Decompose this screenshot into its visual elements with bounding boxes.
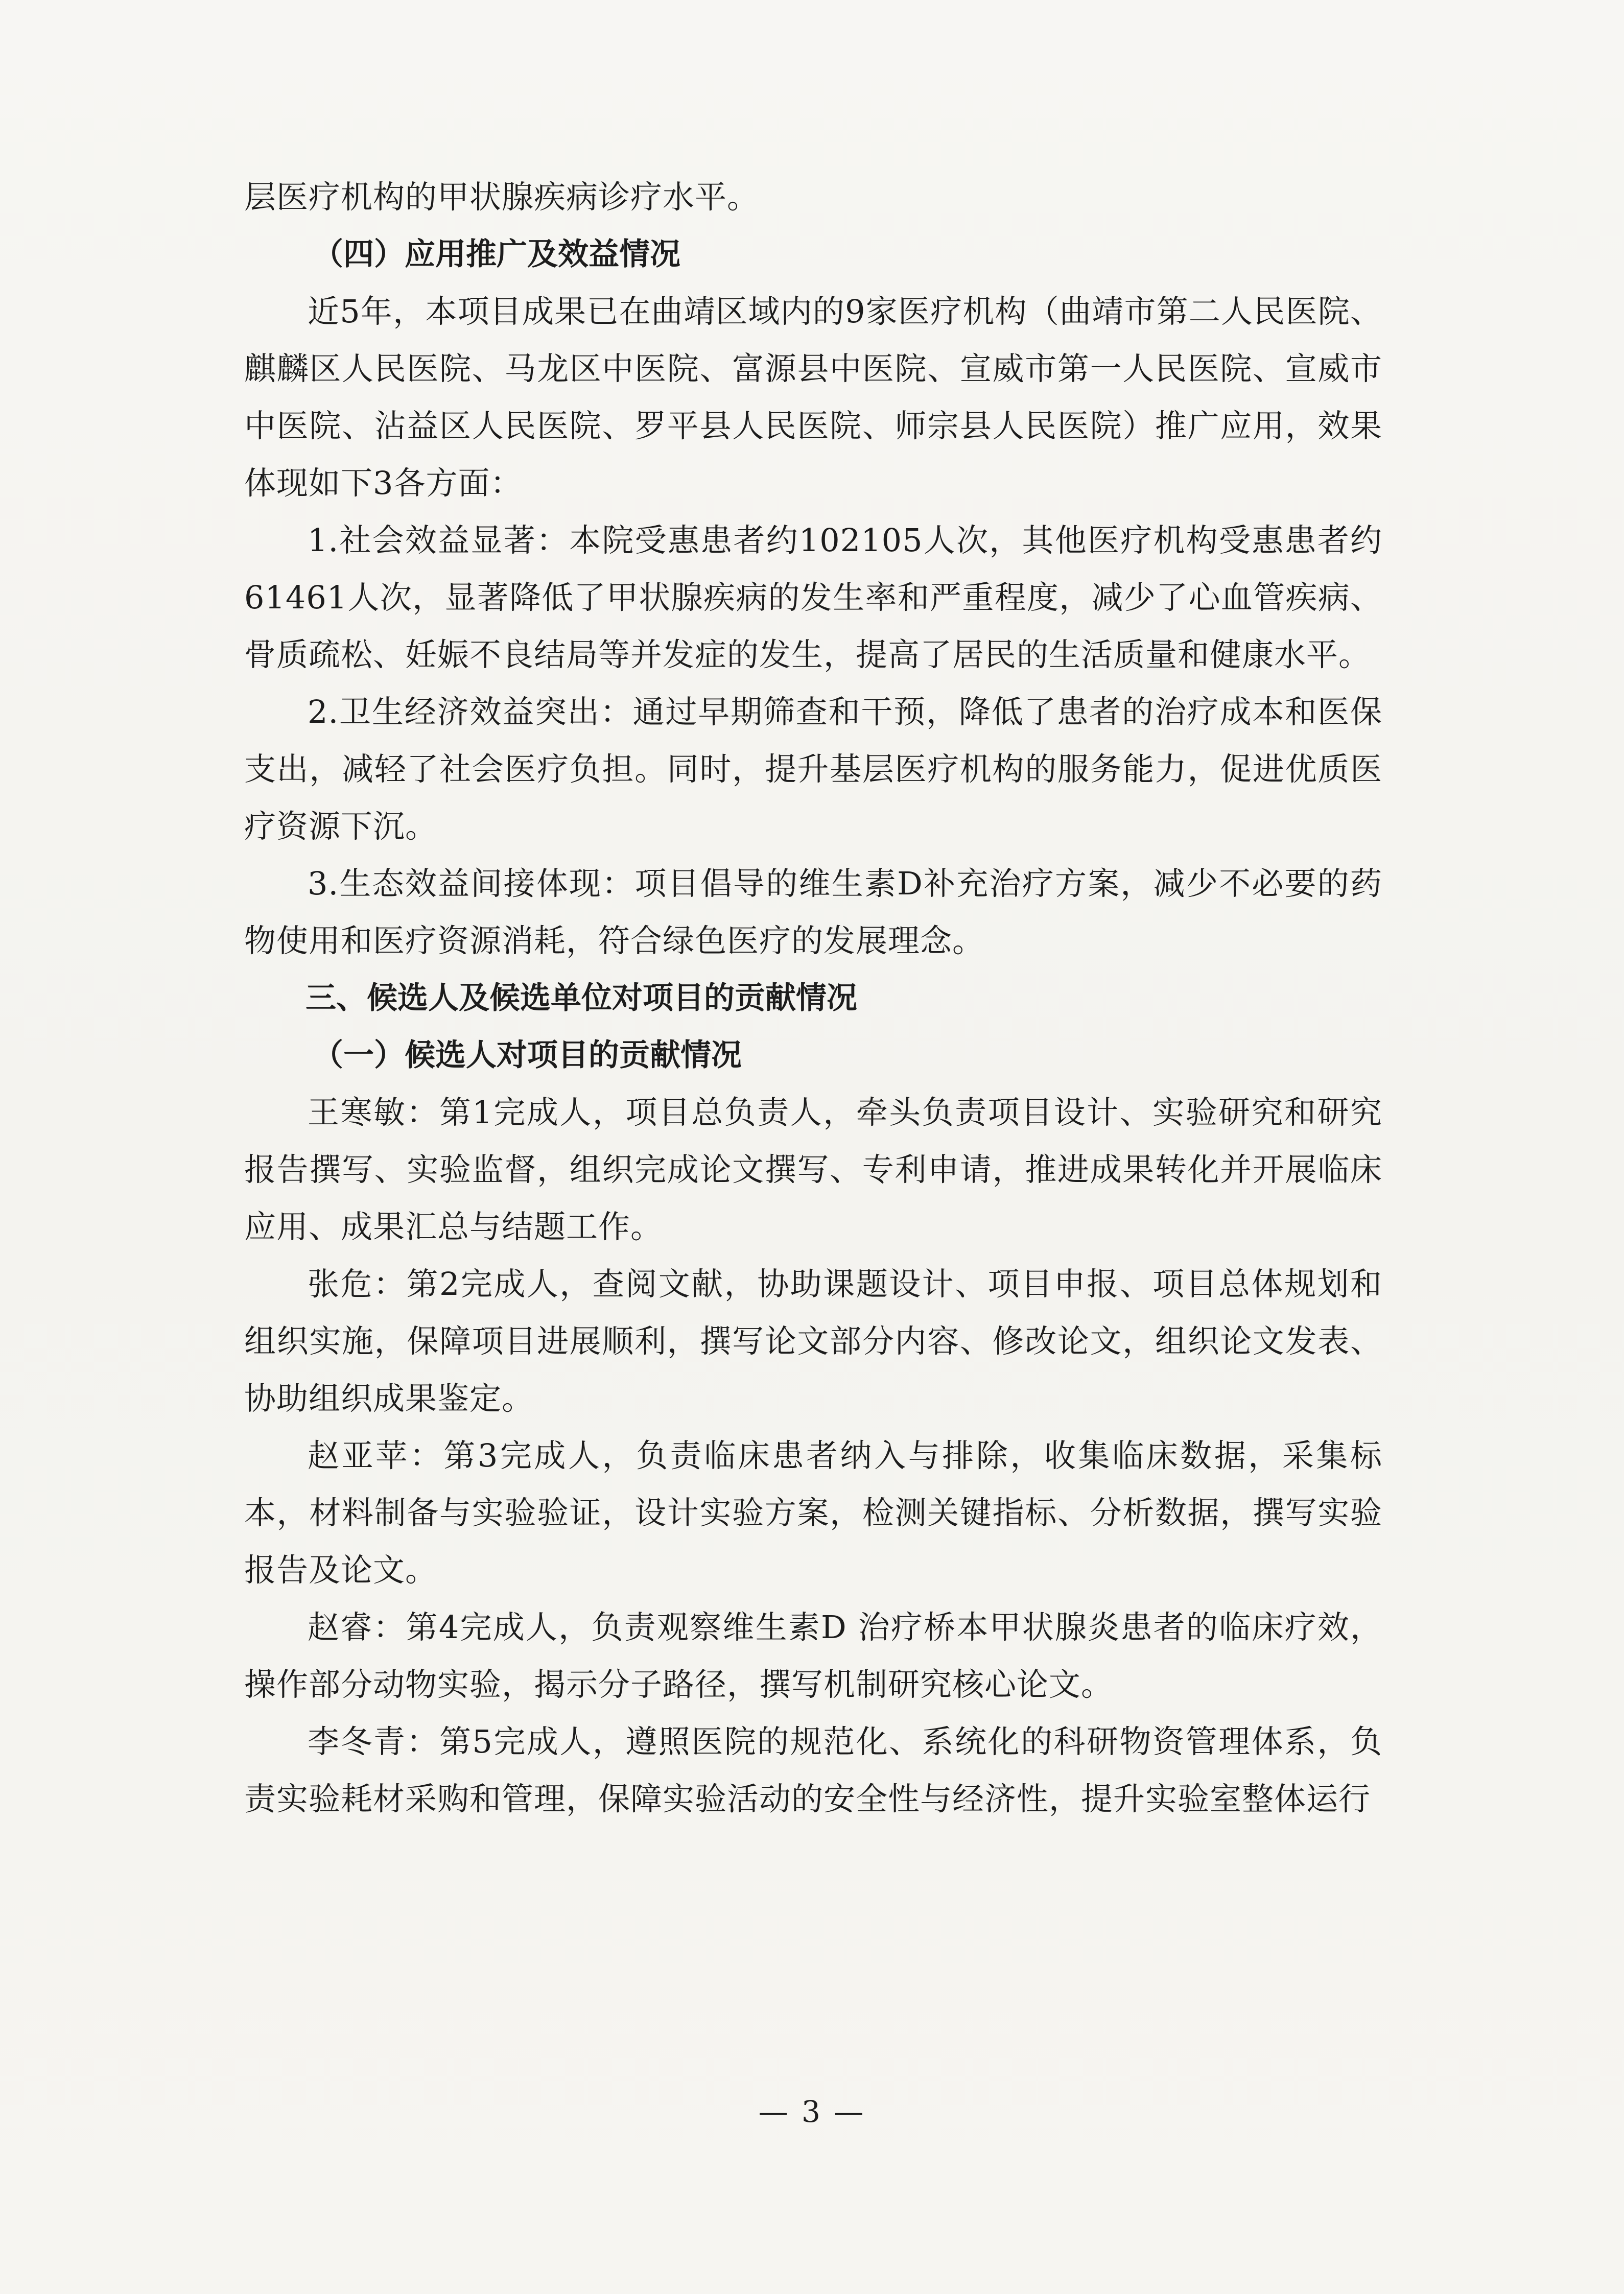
- heading-section-three: 三、候选人及候选单位对项目的贡献情况: [305, 980, 857, 1016]
- paragraph-contributor-1: 王寒敏：第1完成人，项目总负责人，牵头负责项目设计、实验研究和研究报告撰写、实验监督，组织完成论文撰写、专利申请，推进成果转化并开展临床应用、成果汇总与结题工作。: [244, 1094, 1382, 1245]
- paragraph-contributor-5: 李冬青：第5完成人，遵照医院的规范化、系统化的科研物资管理体系，负责实验耗材采购和管理，保障实验活动的安全性与经济性，提升实验室整体运行: [244, 1723, 1382, 1817]
- document-body: [244, 169, 1382, 1828]
- page-number: — 3 —: [758, 2094, 866, 2129]
- paragraph-contributor-2: 张危：第2完成人，查阅文献，协助课题设计、项目申报、项目总体规划和组织实施，保障项目进展顺利，撰写论文部分内容、修改论文，组织论文发表、协助组织成果鉴定。: [244, 1265, 1382, 1417]
- paragraph-contributor-4: 赵睿：第4完成人，负责观察维生素D 治疗桥本甲状腺炎患者的临床疗效，操作部分动物实验，揭示分子路径，撰写机制研究核心论文。: [244, 1609, 1382, 1703]
- paragraph-continuation: 层医疗机构的甲状腺疾病诊疗水平。: [244, 178, 760, 216]
- heading-application-promotion: （四）应用推广及效益情况: [313, 237, 680, 272]
- paragraph-social-benefit: 1.社会效益显著：本院受惠患者约102105人次，其他医疗机构受惠患者约61461人次，显著降低了甲状腺疾病的发生率和严重程度，减少了心血管疾病、骨质疏松、妊娠不良结局等并发症的发生，提高了居民的生活质量和健康水平。: [244, 522, 1382, 673]
- paragraph-contributor-3: 赵亚苹：第3完成人，负责临床患者纳入与排除，收集临床数据，采集标本，材料制备与实验验证，设计实验方案，检测关键指标、分析数据，撰写实验报告及论文。: [244, 1437, 1382, 1589]
- paragraph-ecological-benefit: 3.生态效益间接体现：项目倡导的维生素D补充治疗方案，减少不必要的药物使用和医疗资源消耗，符合绿色医疗的发展理念。: [244, 865, 1382, 959]
- paragraph-economic-benefit: 2.卫生经济效益突出：通过早期筛查和干预，降低了患者的治疗成本和医保支出，减轻了社会医疗负担。同时，提升基层医疗机构的服务能力，促进优质医疗资源下沉。: [244, 693, 1382, 845]
- heading-candidate-contributions: （一）候选人对项目的贡献情况: [313, 1037, 742, 1073]
- paragraph-promotion-overview: 近5年，本项目成果已在曲靖区域内的9家医疗机构（曲靖市第二人民医院、麒麟区人民医院、马龙区中医院、富源县中医院、宣威市第一人民医院、宣威市中医院、沾益区人民医院、罗平县人民医院、师宗县人民医院）推广应用，效果体现如下3各方面：: [244, 293, 1382, 502]
